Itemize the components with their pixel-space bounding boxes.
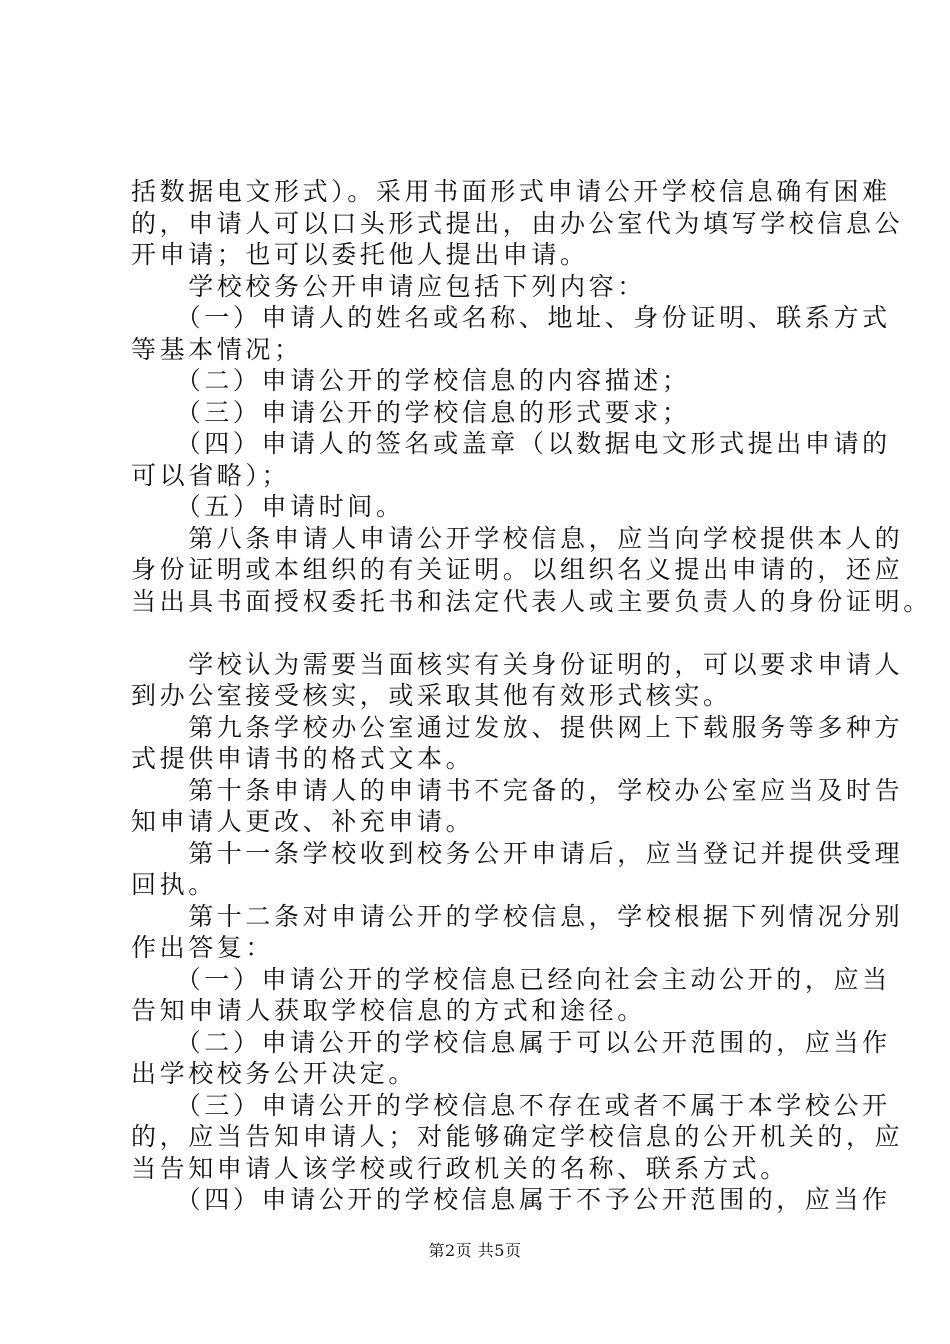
page-number-footer: 第2页 共5页: [428, 1241, 522, 1260]
text-line: 第九条学校办公室通过发放、提供网上下载服务等多种方: [131, 712, 904, 742]
text-line: 式提供申请书的格式文本。: [131, 744, 475, 773]
text-line: 的，申请人可以口头形式提出，由办公室代为填写学校信息公: [131, 208, 904, 238]
text-line: 学校认为需要当面核实有关身份证明的，可以要求申请人: [131, 649, 904, 679]
text-line: 第十条申请人的申请书不完备的，学校办公室应当及时告: [131, 775, 904, 805]
text-line: 作出答复：: [131, 933, 275, 962]
paragraph-gap: [131, 617, 851, 649]
text-line: 身份证明或本组织的有关证明。以组织名义提出申请的，还应: [131, 555, 904, 584]
text-line: （三）申请公开的学校信息的形式要求；: [131, 397, 691, 427]
text-line: 第十二条对申请公开的学校信息，学校根据下列情况分别: [131, 901, 904, 931]
text-line: 回执。: [131, 870, 217, 899]
text-line: （一）申请人的姓名或名称、地址、身份证明、联系方式: [131, 303, 891, 332]
text-line: 等基本情况；: [131, 334, 303, 364]
document-body: [131, 176, 932, 1216]
text-line: （二）申请公开的学校信息的内容描述；: [131, 366, 691, 395]
text-line: 的，应当告知申请人；对能够确定学校信息的公开机关的，应: [131, 1122, 904, 1151]
text-line: 学校校务公开申请应包括下列内容：: [131, 271, 646, 301]
text-line: 当告知申请人该学校或行政机关的名称、联系方式。: [131, 1153, 789, 1183]
text-line: 第十一条学校收到校务公开申请后，应当登记并提供受理: [131, 838, 904, 868]
text-line: 知申请人更改、补充申请。: [131, 807, 475, 836]
text-line: 到办公室接受核实，或采取其他有效形式核实。: [131, 681, 732, 710]
text-line: 开申请；也可以委托他人提出申请。: [131, 240, 589, 269]
text-line: （四）申请人的签名或盖章（以数据电文形式提出申请的: [131, 429, 891, 458]
text-line: （四）申请公开的学校信息属于不予公开范围的，应当作: [131, 1185, 891, 1214]
text-line: 可以省略）；: [131, 460, 291, 490]
text-line: 出学校校务公开决定。: [131, 1059, 418, 1088]
text-line: （一）申请公开的学校信息已经向社会主动公开的，应当: [131, 964, 891, 994]
text-line: 告知申请人获取学校信息的方式和途径。: [131, 996, 646, 1025]
text-line: 第八条申请人申请公开学校信息，应当向学校提供本人的: [131, 523, 904, 553]
text-line: （三）申请公开的学校信息不存在或者不属于本学校公开: [131, 1090, 891, 1120]
text-line: 括数据电文形式）。采用书面形式申请公开学校信息确有困难: [131, 177, 891, 206]
text-line: （二）申请公开的学校信息属于可以公开范围的，应当作: [131, 1027, 891, 1057]
text-line: 当出具书面授权委托书和法定代表人或主要负责人的身份证明。: [131, 586, 932, 616]
text-line: （五）申请时间。: [131, 492, 405, 521]
